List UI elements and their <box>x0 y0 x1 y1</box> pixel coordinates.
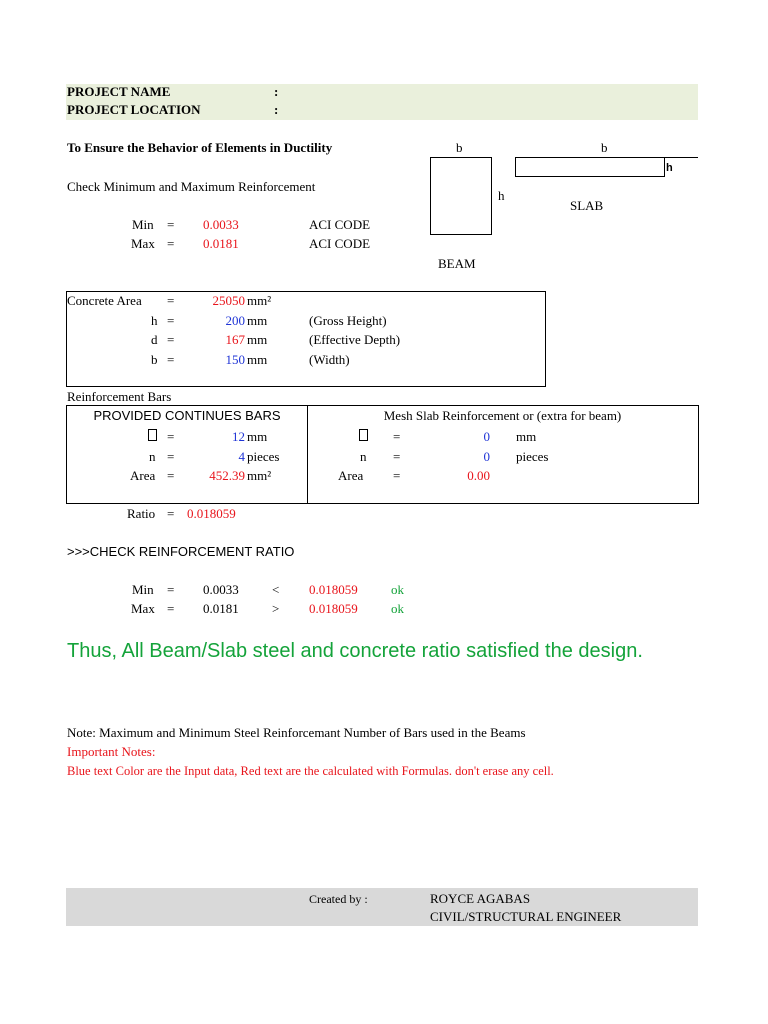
slab-section-shape <box>515 157 665 177</box>
right-area-eq: = <box>393 468 401 483</box>
check-max-ok: ok <box>391 601 404 616</box>
d-unit: mm <box>247 332 268 347</box>
check-min-operator: < <box>272 582 280 597</box>
concrete-area-label: Concrete Area <box>67 293 142 308</box>
b-note: (Width) <box>309 352 350 367</box>
right-n-unit: pieces <box>516 449 549 464</box>
right-n-label: n <box>360 449 367 464</box>
slab-top-extension <box>663 157 698 158</box>
conclusion-text: Thus, All Beam/Slab steel and concrete ratio satisfied the design. <box>67 640 643 662</box>
check-min-max-text: Check Minimum and Maximum Reinforcement <box>67 179 316 194</box>
beam-h-label: h <box>498 188 505 203</box>
ratio-label: Ratio <box>127 506 156 521</box>
left-dia-symbol <box>148 429 157 441</box>
author-title: CIVIL/STRUCTURAL ENGINEER <box>430 909 622 924</box>
created-by-label: Created by : <box>309 892 368 906</box>
left-area-eq: = <box>167 468 175 483</box>
beam-label: BEAM <box>438 256 476 271</box>
slab-b-label: b <box>601 140 608 155</box>
h-eq: = <box>167 313 175 328</box>
left-area-value: 452.39 <box>209 468 245 483</box>
intro-min-eq: = <box>167 217 175 232</box>
d-label: d <box>151 332 158 347</box>
check-max-value: 0.0181 <box>203 601 239 616</box>
h-note: (Gross Height) <box>309 313 387 328</box>
right-dia-symbol <box>359 429 368 441</box>
ductility-title: To Ensure the Behavior of Elements in Ductility <box>67 140 333 155</box>
beam-b-label: b <box>456 140 463 155</box>
right-dia-eq: = <box>393 429 401 444</box>
h-value: 200 <box>225 313 245 328</box>
ratio-value: 0.018059 <box>187 506 236 521</box>
ratio-eq: = <box>167 506 175 521</box>
intro-max-eq: = <box>167 236 175 251</box>
right-dia-unit: mm <box>516 429 537 444</box>
author-name: ROYCE AGABAS <box>430 891 531 906</box>
d-value: 167 <box>225 332 245 347</box>
project-location-label: PROJECT LOCATION <box>67 102 201 117</box>
check-ratio-title: >>>CHECK REINFORCEMENT RATIO <box>67 544 295 559</box>
intro-min-value: 0.0033 <box>203 217 239 232</box>
left-dia-unit: mm <box>247 429 268 444</box>
left-area-label: Area <box>130 468 156 483</box>
left-n-eq: = <box>167 449 175 464</box>
check-max-ratio: 0.018059 <box>309 601 358 616</box>
project-name-colon: : <box>274 84 279 99</box>
intro-min-label: Min <box>132 217 154 232</box>
concrete-area-unit: mm² <box>247 293 272 308</box>
intro-max-code: ACI CODE <box>309 236 371 251</box>
check-max-label: Max <box>131 601 155 616</box>
check-min-label: Min <box>132 582 154 597</box>
left-dia-eq: = <box>167 429 175 444</box>
b-label: b <box>151 352 158 367</box>
important-notes-title: Important Notes: <box>67 744 156 759</box>
d-note: (Effective Depth) <box>309 332 401 347</box>
right-area-label: Area <box>338 468 364 483</box>
important-notes-text: Blue text Color are the Input data, Red text are the calculated with Formulas. don't erase any cell. <box>67 764 554 778</box>
slab-label: SLAB <box>570 198 604 213</box>
check-min-ratio: 0.018059 <box>309 582 358 597</box>
concrete-area-value: 25050 <box>212 293 245 308</box>
left-n-label: n <box>149 449 156 464</box>
check-min-ok: ok <box>391 582 404 597</box>
concrete-area-eq: = <box>167 293 175 308</box>
intro-min-code: ACI CODE <box>309 217 371 232</box>
provided-bars-header: PROVIDED CONTINUES BARS <box>93 408 281 423</box>
check-min-eq: = <box>167 582 175 597</box>
beam-section-shape <box>430 157 492 235</box>
intro-max-value: 0.0181 <box>203 236 239 251</box>
right-n-value: 0 <box>483 449 490 464</box>
b-unit: mm <box>247 352 268 367</box>
mesh-slab-header: Mesh Slab Reinforcement or (extra for beam) <box>383 408 622 423</box>
b-value: 150 <box>225 352 245 367</box>
check-max-operator: > <box>272 601 280 616</box>
h-label: h <box>151 313 158 328</box>
check-min-value: 0.0033 <box>203 582 239 597</box>
project-location-colon: : <box>274 102 279 117</box>
right-n-eq: = <box>393 449 401 464</box>
left-dia-value: 12 <box>232 429 245 444</box>
right-dia-value: 0 <box>483 429 490 444</box>
project-name-label: PROJECT NAME <box>67 84 171 99</box>
right-area-value: 0.00 <box>467 468 490 483</box>
b-eq: = <box>167 352 175 367</box>
left-n-value: 4 <box>238 449 245 464</box>
h-unit: mm <box>247 313 268 328</box>
reinforcement-bars-title: Reinforcement Bars <box>67 389 172 404</box>
left-area-unit: mm² <box>247 468 272 483</box>
left-n-unit: pieces <box>247 449 280 464</box>
slab-h-label: h <box>666 162 673 174</box>
note-text: Note: Maximum and Minimum Steel Reinforcemant Number of Bars used in the Beams <box>67 725 526 740</box>
check-max-eq: = <box>167 601 175 616</box>
d-eq: = <box>167 332 175 347</box>
intro-max-label: Max <box>131 236 155 251</box>
